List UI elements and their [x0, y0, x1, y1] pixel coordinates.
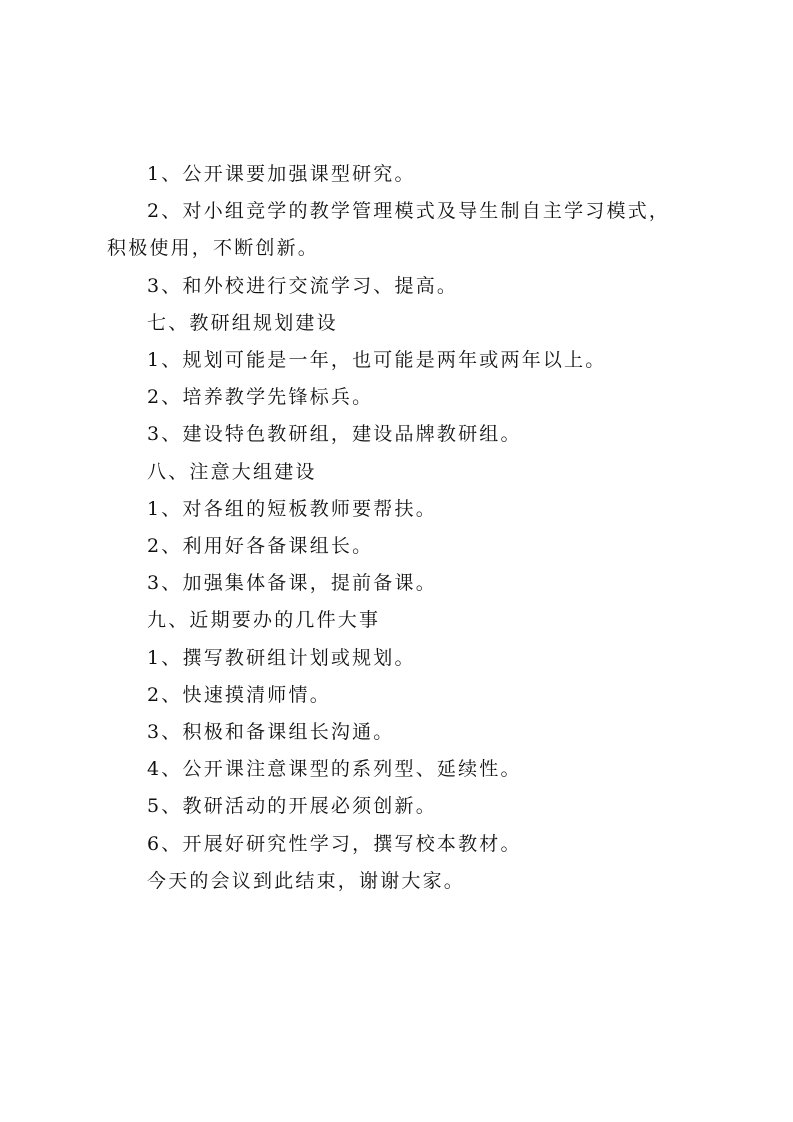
- paragraph: 6、开展好研究性学习，撰写校本教材。: [147, 832, 522, 855]
- paragraph: 1、规划可能是一年，也可能是两年或两年以上。: [147, 349, 607, 372]
- paragraph: 2、培养教学先锋标兵。: [147, 386, 374, 409]
- closing-paragraph: 今天的会议到此结束，谢谢大家。: [147, 869, 466, 892]
- document-body: [107, 156, 687, 900]
- paragraph: 4、公开课注意课型的系列型、延续性。: [147, 758, 522, 781]
- section-heading: 七、教研组规划建设: [147, 311, 338, 334]
- paragraph: 2、利用好各备课组长。: [147, 535, 374, 558]
- paragraph: 3、积极和备课组长沟通。: [147, 721, 395, 744]
- paragraph: 3、加强集体备课，提前备课。: [147, 572, 437, 595]
- paragraph: 3、和外校进行交流学习、提高。: [147, 274, 459, 297]
- paragraph: 1、对各组的短板教师要帮扶。: [147, 497, 437, 520]
- paragraph: 2、快速摸清师情。: [147, 683, 331, 706]
- paragraph: 1、公开课要加强课型研究。: [147, 163, 416, 185]
- paragraph: 1、撰写教研组计划或规划。: [147, 646, 416, 669]
- section-heading: 八、注意大组建设: [147, 460, 317, 483]
- section-heading: 九、近期要办的几件大事: [147, 609, 381, 632]
- paragraph: 2、对小组竞学的教学管理模式及导生制自主学习模式，积极使用，不断创新。: [107, 200, 671, 260]
- paragraph: 5、教研活动的开展必须创新。: [147, 795, 437, 818]
- paragraph: 3、建设特色教研组，建设品牌教研组。: [147, 423, 522, 446]
